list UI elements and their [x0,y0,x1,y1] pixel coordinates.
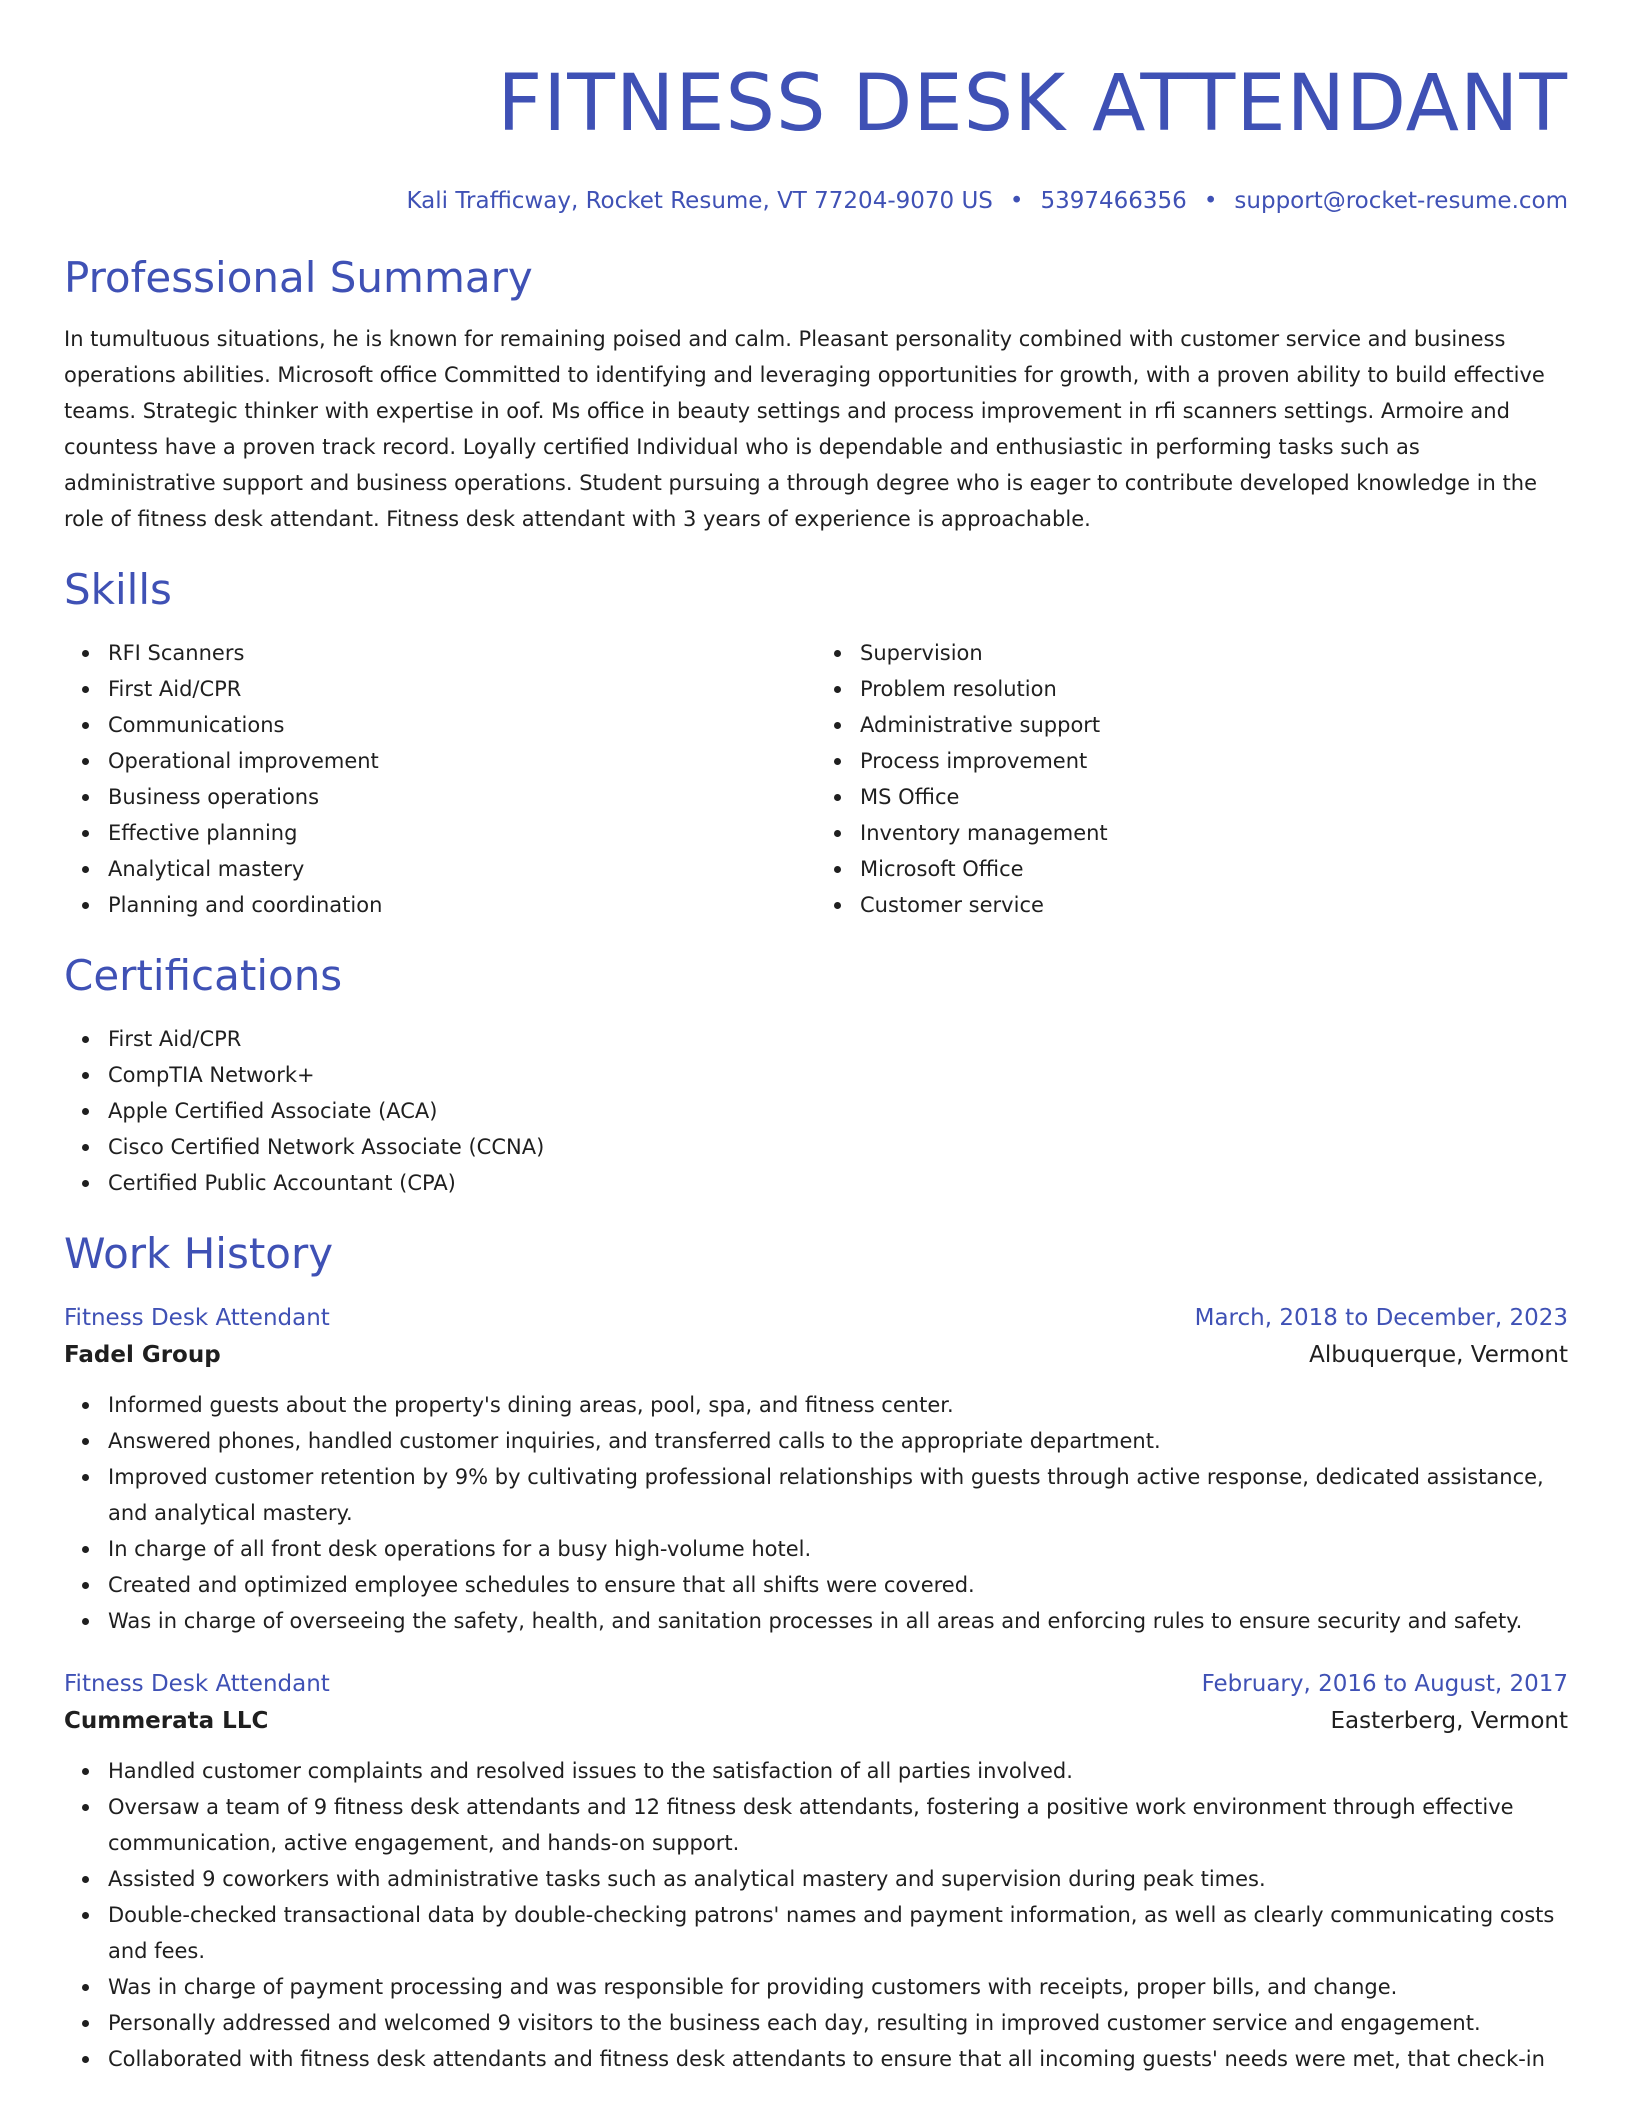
job-header [64,1667,1568,1701]
job-duty-item: Assisted 9 coworkers with administrative tasks such as analytical mastery and supervision during peak times. [108,1861,1568,1897]
summary-section [64,253,1568,537]
job-duty-item: Answered phones, handled customer inquiries, and transferred calls to the appropriate department. [108,1423,1568,1459]
certification-item: CompTIA Network+ [108,1057,1568,1093]
skill-item: Inventory management [860,815,1568,851]
job-header [64,1301,1568,1335]
job-entry [64,1301,1568,1639]
job-duty-item: Personally addressed and welcomed 9 visitors to the business each day, resulting in improved customer service and engagement. [108,2005,1568,2041]
skills-list-right [816,635,1568,923]
skill-item: Supervision [860,635,1568,671]
skill-item: Communications [108,707,816,743]
contact-email: support@rocket-resume.com [1234,188,1568,214]
skill-item: Planning and coordination [108,887,816,923]
contact-address: Kali Trafficway, Rocket Resume, VT 77204-9070 US [406,188,993,214]
job-company: Cummerata LLC [64,1708,269,1734]
job-subheader [64,1335,1568,1375]
skill-item: Problem resolution [860,671,1568,707]
certifications-list [64,1021,1568,1201]
job-duty-item: Double-checked transactional data by double-checking patrons' names and payment information, as well as clearly communicating costs and fees. [108,1897,1568,1969]
job-duty-item: Created and optimized employee schedules to ensure that all shifts were covered. [108,1567,1568,1603]
job-duty-item: In charge of all front desk operations for a busy high-volume hotel. [108,1531,1568,1567]
skill-item: Business operations [108,779,816,815]
summary-text: In tumultuous situations, he is known for remaining poised and calm. Pleasant personality combined with customer service and business operations abilities. Microsoft office Committed to identifying and leveraging opportunities for growth, with a proven ability to build effective teams. Strategic thinker with expertise in oof. Ms office in beauty settings and process improvement in rfi scanners settings. Armoire and countess have a proven track record. Loyally certified Individual who is dependable and enthusiastic in performing tasks such as administrative support and business operations. Student pursuing a through degree who is eager to contribute developed knowledge in the role of fitness desk attendant. Fitness desk attendant with 3 years of experience is approachable. [64,327,1545,531]
skill-item: Administrative support [860,707,1568,743]
job-location: Albuquerque, Vermont [1309,1342,1568,1368]
certification-item: Apple Certified Associate (ACA) [108,1093,1568,1129]
skill-item: RFI Scanners [108,635,816,671]
job-dates: March, 2018 to December, 2023 [1194,1305,1568,1331]
job-duty-item: Oversaw a team of 9 fitness desk attendants and 12 fitness desk attendants, fostering a positive work environment through effective communication, active engagement, and hands-on support. [108,1789,1568,1861]
skills-section [64,565,1568,923]
certification-item: First Aid/CPR [108,1021,1568,1057]
skills-heading: Skills [64,565,172,614]
skill-item: Process improvement [860,743,1568,779]
skill-item: Effective planning [108,815,816,851]
job-subheader [64,1701,1568,1741]
job-duty-item: Informed guests about the property's dining areas, pool, spa, and fitness center. [108,1387,1568,1423]
skills-columns [64,635,1568,923]
job-duty-item: Was in charge of overseeing the safety, health, and sanitation processes in all areas and enforcing rules to ensure security and safety. [108,1603,1568,1639]
contact-phone: 5397466356 [1040,188,1187,214]
job-title: Fitness Desk Attendant [64,1671,330,1697]
job-title: Fitness Desk Attendant [64,1305,330,1331]
certifications-section [64,951,1568,1201]
summary-heading: Professional Summary [64,253,533,302]
contact-separator: • [1009,188,1024,214]
job-duty-item: Was in charge of payment processing and was responsible for providing customers with receipts, proper bills, and change. [108,1969,1568,2005]
work-history-heading: Work History [64,1229,334,1278]
job-duties-list [64,1753,1568,2077]
contact-separator: • [1203,188,1218,214]
certifications-heading: Certifications [64,951,343,1000]
job-duty-item: Handled customer complaints and resolved issues to the satisfaction of all parties involved. [108,1753,1568,1789]
skills-list-left [64,635,816,923]
job-duty-item: Collaborated with fitness desk attendants and fitness desk attendants to ensure that all incoming guests' needs were met, that check-in [108,2041,1568,2077]
skill-item: MS Office [860,779,1568,815]
contact-line [64,186,1568,216]
skill-item: First Aid/CPR [108,671,816,707]
skills-column-right [816,635,1568,923]
job-dates: February, 2016 to August, 2017 [1201,1671,1568,1697]
skill-item: Customer service [860,887,1568,923]
certification-item: Certified Public Accountant (CPA) [108,1165,1568,1201]
work-history-section [64,1229,1568,2077]
skill-item: Microsoft Office [860,851,1568,887]
skill-item: Operational improvement [108,743,816,779]
job-duty-item: Improved customer retention by 9% by cultivating professional relationships with guests through active response, dedicated assistance, and analytical mastery. [108,1459,1568,1531]
resume-title: FITNESS DESK ATTENDANT [497,59,1568,149]
skills-column-left [64,635,816,923]
certification-item: Cisco Certified Network Associate (CCNA) [108,1129,1568,1165]
job-entry [64,1667,1568,2077]
skill-item: Analytical mastery [108,851,816,887]
job-duties-list [64,1387,1568,1639]
job-company: Fadel Group [64,1342,221,1368]
job-location: Easterberg, Vermont [1330,1708,1568,1734]
